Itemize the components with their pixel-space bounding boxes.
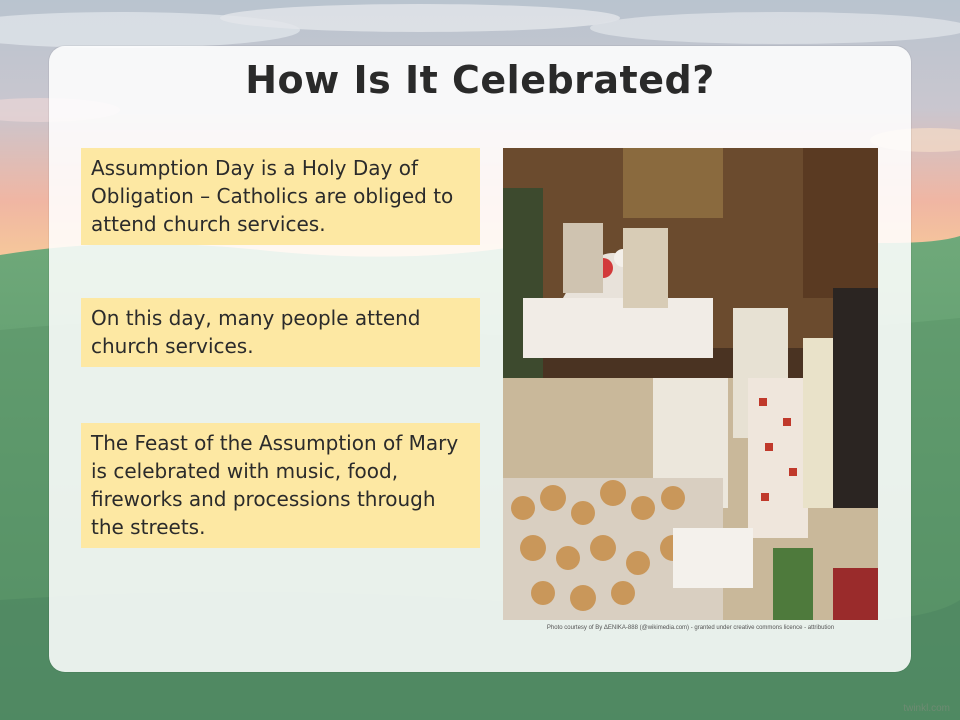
info-box-obligation: Assumption Day is a Holy Day of Obligation – Catholics are obliged to attend church services. xyxy=(81,148,480,245)
procession-photo xyxy=(503,148,878,620)
info-box-feast-celebrations: The Feast of the Assumption of Mary is celebrated with music, food, fireworks and processions through the streets. xyxy=(81,423,480,548)
brand-watermark: twinkl.com xyxy=(903,703,950,714)
photo-credit: Photo courtesy of By ΔΕΝΙΚΑ-888 (@wikimedia.com) - granted under creative commons licence - attribution xyxy=(546,625,835,631)
church-ceremony-image xyxy=(503,148,878,620)
page-title: How Is It Celebrated? xyxy=(245,58,715,102)
info-box-church-services: On this day, many people attend church services. xyxy=(81,298,480,367)
